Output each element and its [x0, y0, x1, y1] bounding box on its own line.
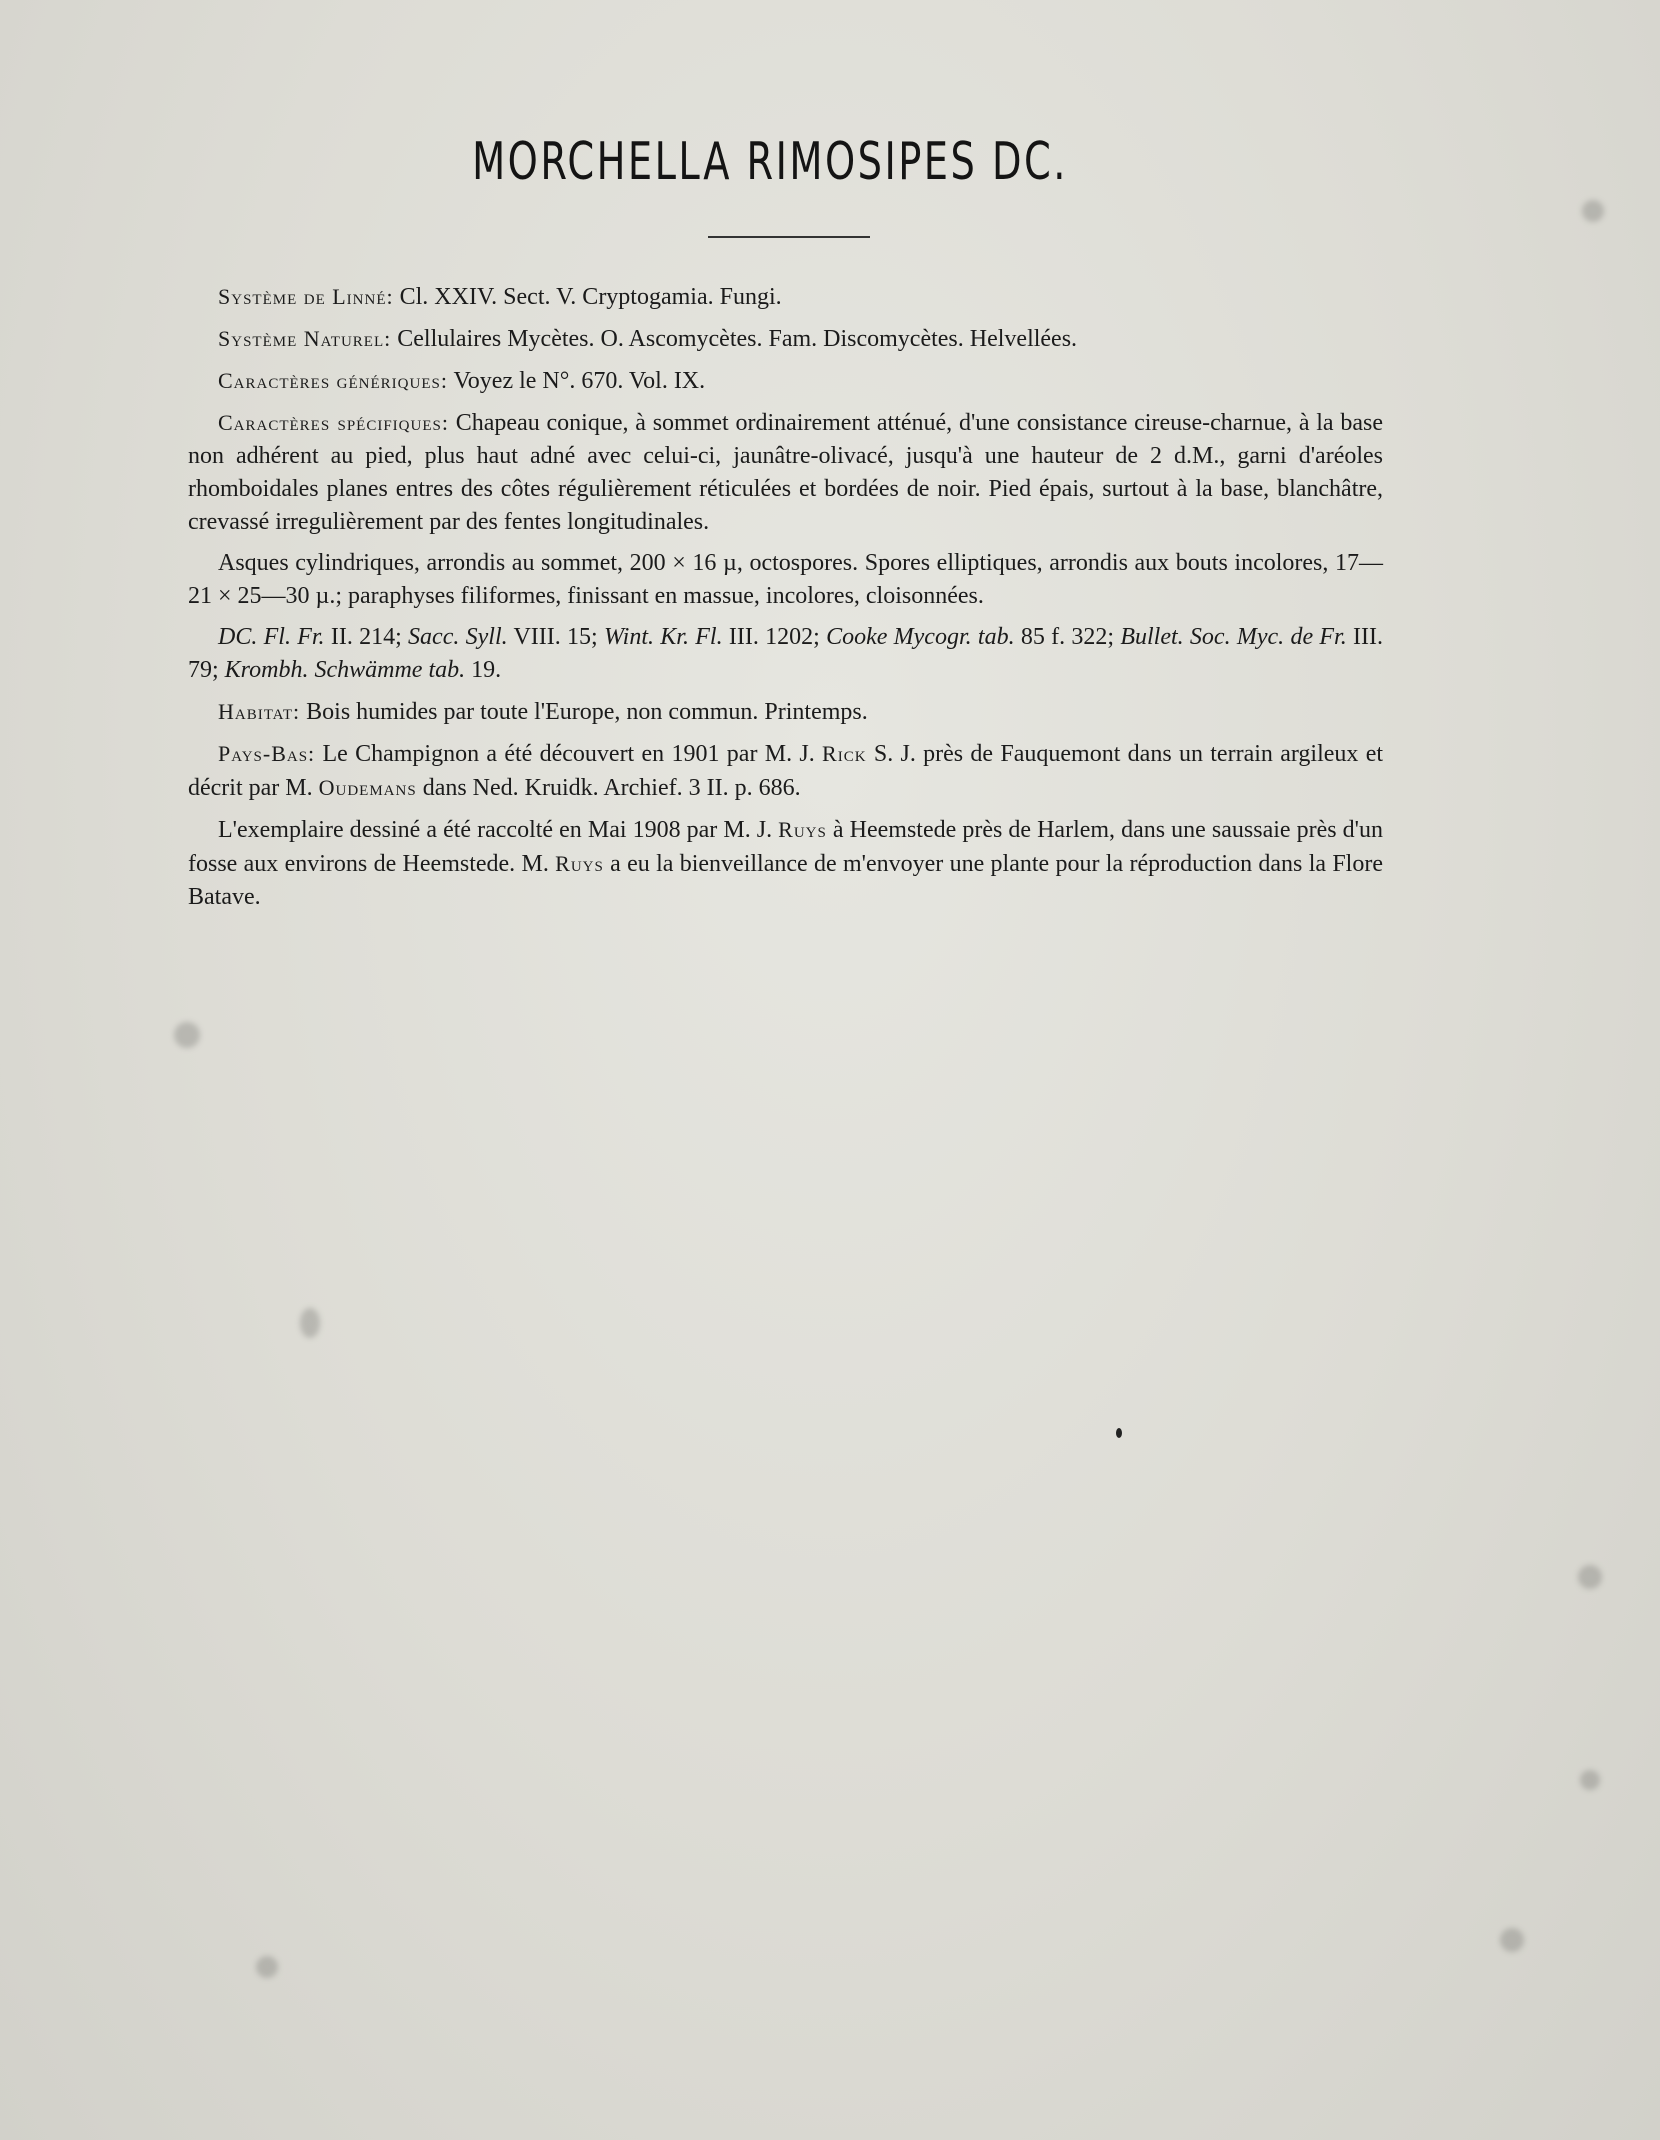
person-oudemans: Oudemans — [318, 775, 417, 800]
naturel-label: Système Naturel: — [218, 326, 392, 351]
ref-bullet-detail: III. 79; — [188, 624, 1383, 683]
generiques-paragraph — [188, 364, 1383, 398]
habitat-text: Bois humides par toute l'Europe, non commun. Printemps. — [306, 699, 868, 725]
paysbas-text-b: S. J. près de Fauquemont dans un terrain argileux et décrit par M. — [188, 741, 1384, 801]
specifiques-text: Chapeau conique, à sommet ordinairement atténué, d'une consistance cireuse-charnue, à la base non adhérent au pied, plus haut adné avec celui-ci, jaunâtre-olivacé, jusqu'à une hauteur de 2 d.M., garni d'aréoles rhomboidales planes entres des côtes régulièrement réticulées et bordées de noir. Pied épais, surtout à la base, blanchâtre, crevassé irregulièrement par des fentes longitudinales. — [188, 410, 1384, 535]
person-ruys: Ruys — [778, 817, 827, 842]
ref-wint: Wint. Kr. Fl. — [604, 624, 723, 650]
person-rick: Rick — [822, 741, 867, 766]
linne-paragraph — [188, 280, 1383, 314]
ref-dc: DC. Fl. Fr. — [218, 624, 325, 650]
exemplaire-paragraph — [188, 813, 1383, 914]
paper-speck — [1582, 200, 1604, 222]
paysbas-paragraph — [188, 737, 1383, 805]
paper-speck — [256, 1956, 278, 1978]
exemplaire-text-a: L'exemplaire dessiné a été raccolté en Mai 1908 par M. J. — [218, 817, 779, 843]
exemplaire-text-c: a eu la bienveillance de m'envoyer une plante pour la réproduction dans la Flore Batave. — [188, 851, 1383, 910]
habitat-paragraph — [188, 695, 1383, 729]
paysbas-text-a: Le Champignon a été découvert en 1901 par M. J. — [322, 741, 823, 767]
ref-bullet: Bullet. Soc. Myc. de Fr. — [1120, 624, 1347, 650]
habitat-label: Habitat: — [218, 699, 301, 724]
ref-cooke: Cooke Mycogr. tab. — [826, 624, 1015, 650]
paysbas-text-c: dans Ned. Kruidk. Archief. 3 II. p. 686. — [416, 775, 801, 801]
page-title: MORCHELLA RIMOSIPES DC. — [472, 132, 1068, 192]
ref-dc-detail: II. 214; — [324, 624, 409, 650]
specifiques-label: Caractères spécifiques: — [218, 410, 449, 435]
references-paragraph — [188, 621, 1383, 687]
paper-speck — [1580, 1770, 1600, 1790]
ref-sacc: Sacc. Syll. — [408, 624, 508, 650]
linne-text: Cl. XXIV. Sect. V. Cryptogamia. Fungi. — [399, 284, 782, 310]
generiques-label: Caractères génériques: — [218, 368, 448, 393]
paper-speck — [1116, 1428, 1122, 1438]
ref-krombh: Krombh. Schwämme tab. — [224, 657, 466, 683]
asques-paragraph: Asques cylindriques, arrondis au sommet, 200 × 16 µ, octospores. Spores elliptiques, arrondis aux bouts incolores, 17—21 × 25—30 µ.; paraphyses filiformes, finissant en massue, incolores, cloisonnées. — [188, 550, 1383, 609]
exemplaire-text-b: à Heemstede près de Harlem, dans une saussaie près d'un fosse aux environs de Heemstede. M. — [188, 817, 1383, 877]
person-ruys-2: Ruys — [555, 851, 604, 876]
ref-sacc-detail: VIII. 15; — [507, 624, 604, 650]
paper-speck — [1500, 1928, 1524, 1952]
naturel-text: Cellulaires Mycètes. O. Ascomycètes. Fam. Discomycètes. Helvellées. — [397, 326, 1078, 352]
naturel-paragraph — [188, 322, 1383, 356]
title-rule — [708, 236, 870, 238]
paper-speck — [1578, 1565, 1602, 1589]
generiques-text: Voyez le N°. 670. Vol. IX. — [453, 368, 706, 394]
paper-speck — [174, 1022, 200, 1048]
paper-speck — [300, 1308, 320, 1338]
ref-wint-detail: III. 1202; — [722, 624, 827, 650]
ref-cooke-detail: 85 f. 322; — [1014, 624, 1121, 650]
ref-krombh-detail: 19. — [465, 657, 502, 683]
body-text — [188, 280, 1383, 922]
specifiques-paragraph — [188, 406, 1383, 539]
paysbas-label: Pays-Bas: — [218, 741, 316, 766]
linne-label: Système de Linné: — [218, 284, 394, 309]
